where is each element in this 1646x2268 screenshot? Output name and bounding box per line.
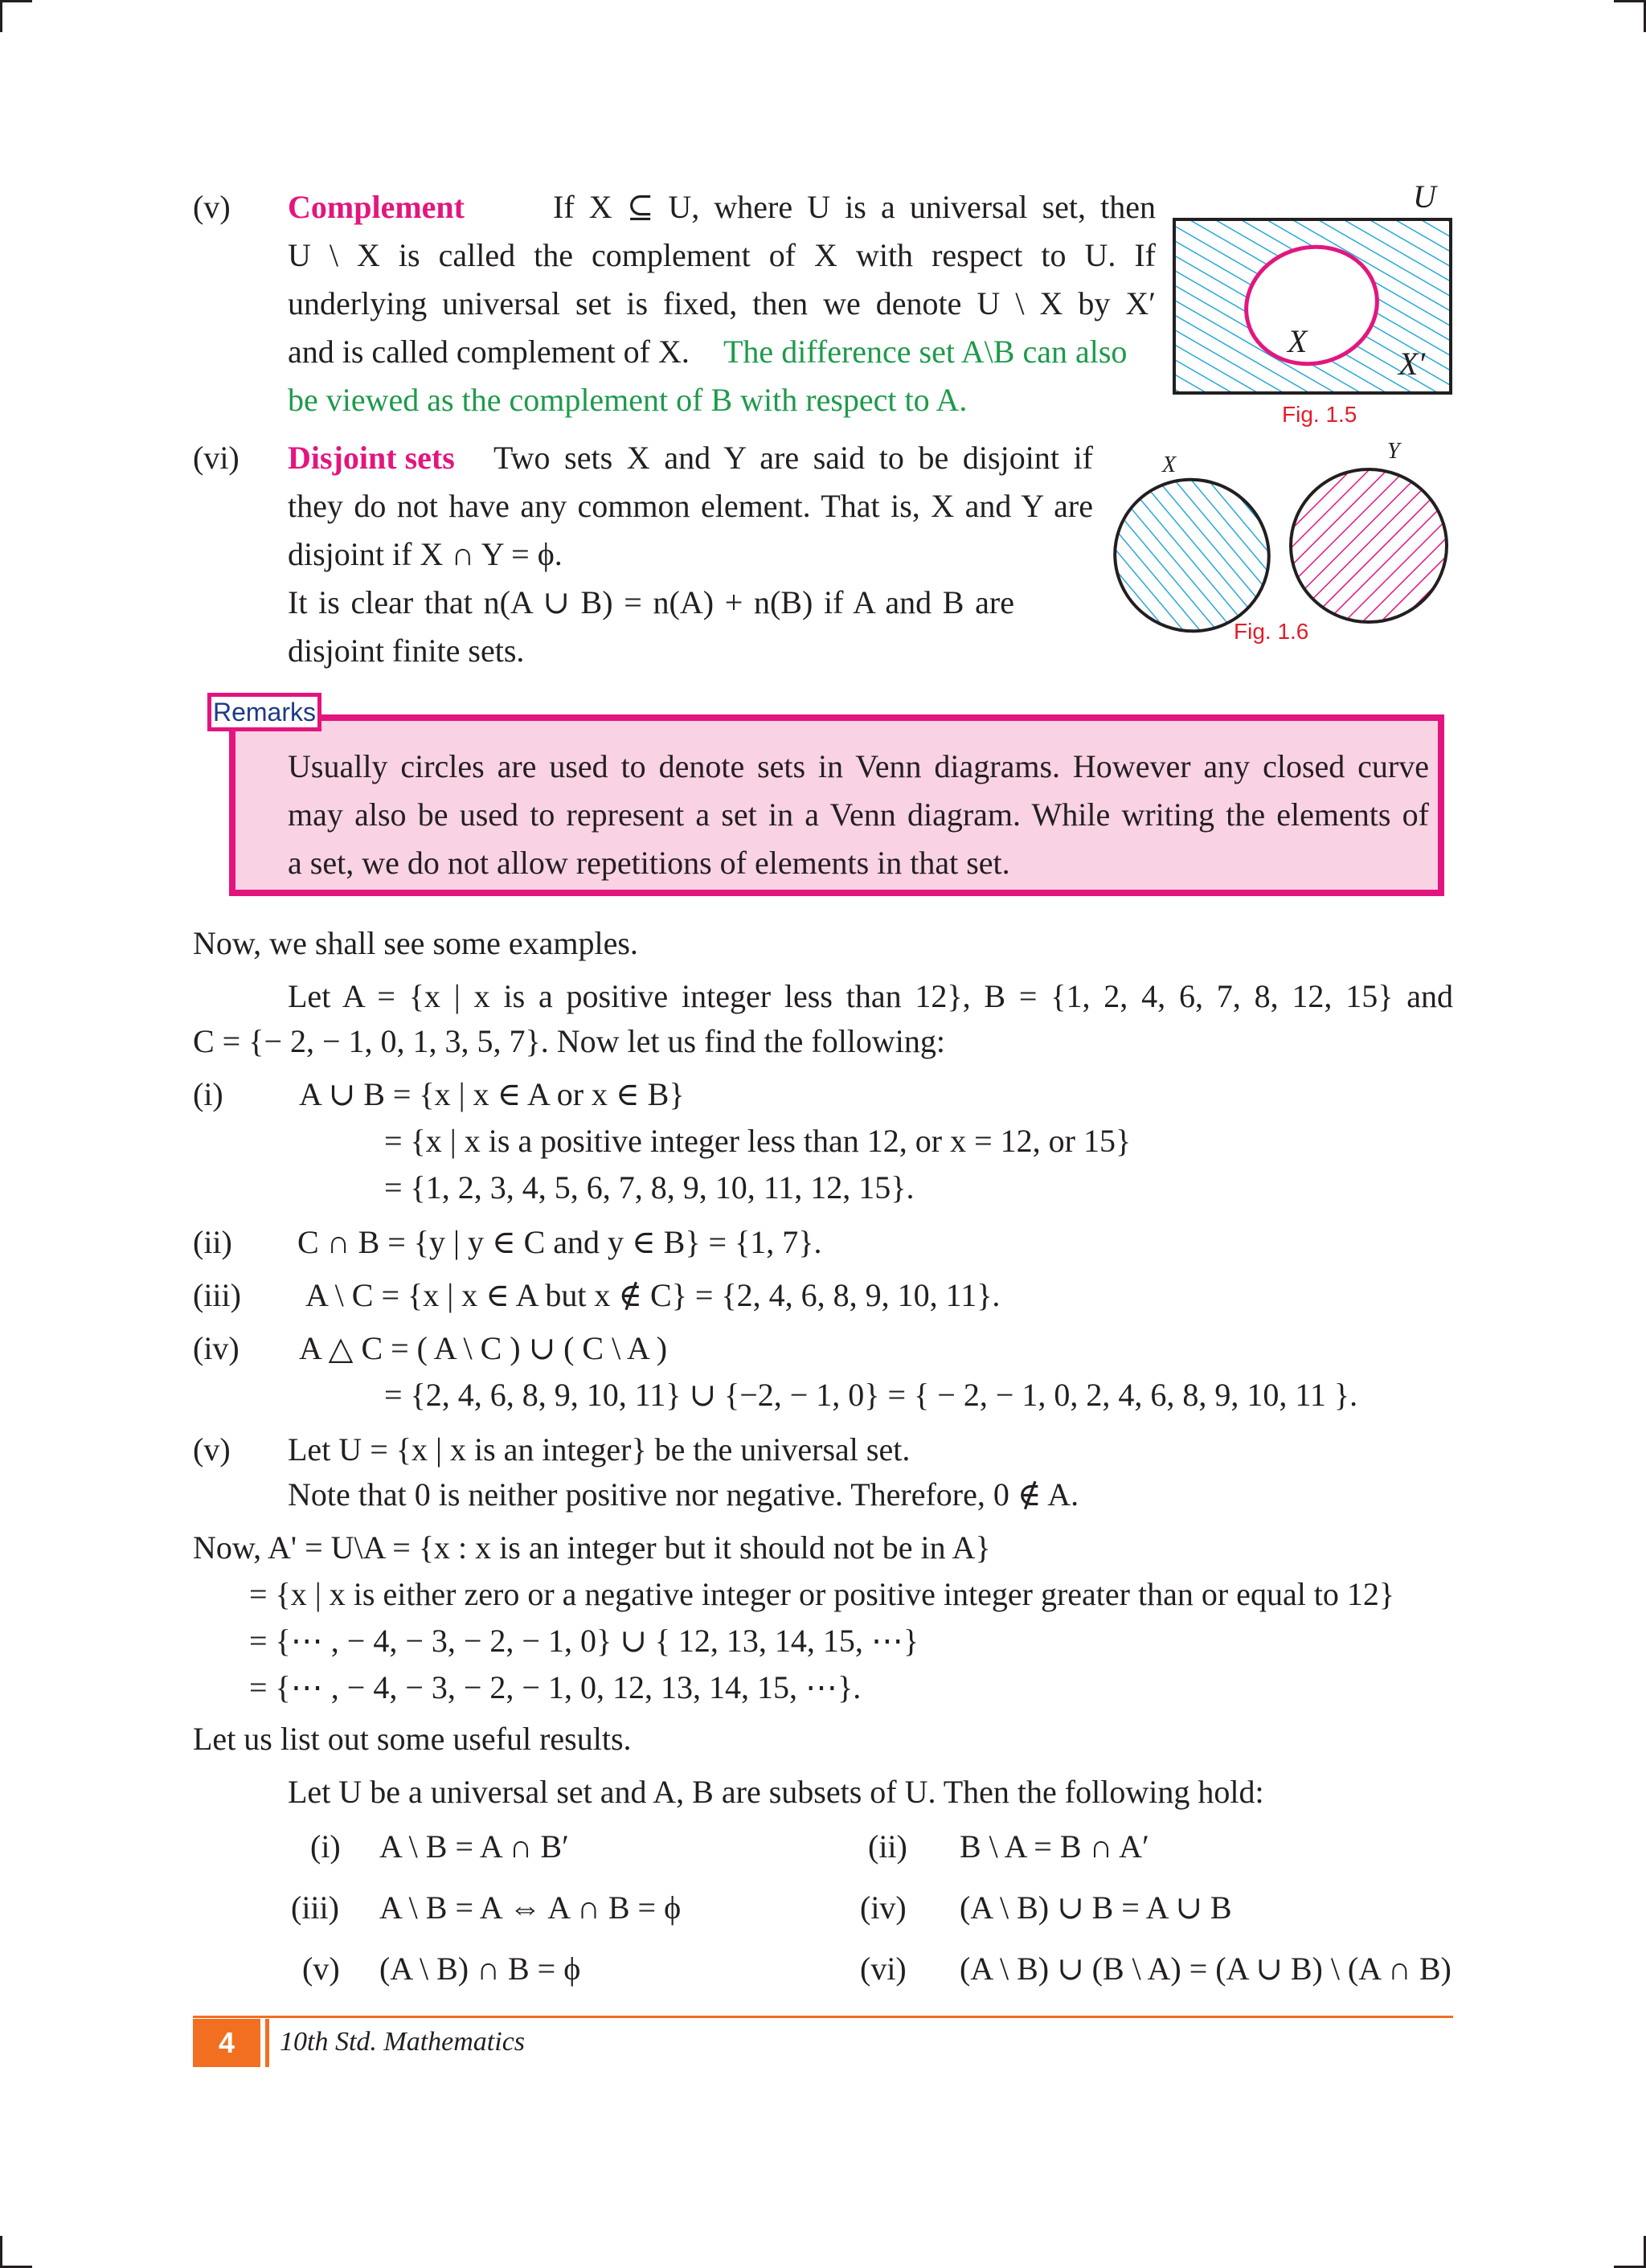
example-num-v: (v): [193, 1431, 231, 1468]
examples-c-line: C = {− 2, − 1, 0, 1, 3, 5, 7}. Now let us find the following:: [193, 1023, 946, 1059]
page-number: 4: [193, 2019, 260, 2067]
example-text-v: Let U = {x | x is an integer} be the universal set.: [288, 1431, 911, 1468]
example-text-iii: A \ C = {x | x ∈ A but x ∉ C} = {2, 4, 6, 8, 9, 10, 11}.: [305, 1277, 1001, 1313]
crop-mark-tr-h: [1614, 0, 1646, 2]
complement-green-1: The difference set A\B can also: [723, 334, 1128, 370]
result-num-iv: (iv): [860, 1889, 907, 1926]
footer-divider: [265, 2019, 269, 2067]
set-x-circle: [1109, 458, 1290, 639]
results-intro: Let us list out some useful results.: [193, 1721, 632, 1757]
example-text-iv-2: = {2, 4, 6, 8, 9, 10, 11} ∪ {−2, − 1, 0} = { − 2, − 1, 0, 2, 4, 6, 8, 9, 10, 11 }.: [384, 1377, 1358, 1413]
fig15-caption: Fig. 1.5: [1282, 402, 1357, 427]
complement-green-2: be viewed as the complement of B with respect to A.: [288, 382, 968, 418]
result-num-i: (i): [310, 1828, 341, 1865]
complement-number: (v): [193, 189, 231, 225]
complement-a-eq-2: = {⋯ , − 4, − 3, − 2, − 1, 0} ∪ { 12, 13, 14, 15, ⋯}: [249, 1623, 919, 1659]
disjoint-title: Disjoint sets: [288, 440, 455, 476]
disjoint-line-5: disjoint finite sets.: [288, 633, 525, 669]
fig15-label-xprime: X′: [1398, 346, 1426, 382]
result-num-v: (v): [302, 1951, 340, 1987]
disjoint-line-3: disjoint if X ∩ Y = ϕ.: [288, 536, 563, 572]
complement-line-3: underlying universal set is fixed, then we denote U \ X by X′: [288, 285, 1156, 321]
disjoint-number: (vi): [193, 440, 240, 476]
result-text-iii: A \ B = A ⇔ A ∩ B = ϕ: [379, 1889, 682, 1926]
footer-rule: [193, 2016, 1453, 2018]
example-num-iv: (iv): [193, 1330, 240, 1366]
example-text-ii: C ∩ B = {y | y ∈ C and y ∈ B} = {1, 7}.: [297, 1224, 822, 1260]
result-num-vi: (vi): [860, 1951, 907, 1987]
fig16-label-y: Y: [1387, 439, 1400, 464]
result-text-iv: (A \ B) ∪ B = A ∪ B: [960, 1889, 1232, 1926]
results-let-line: Let U be a universal set and A, B are subsets of U. Then the following hold:: [288, 1774, 1264, 1810]
disjoint-line-2: they do not have any common element. That is, X and Y are: [288, 488, 1093, 524]
disjoint-sets-diagram: [1109, 438, 1463, 639]
disjoint-line-1: Two sets X and Y are said to be disjoint if: [493, 440, 1093, 476]
crop-mark-tl-h: [0, 0, 32, 2]
remarks-line-1: Usually circles are used to denote sets in Venn diagrams. However any closed curve: [288, 748, 1429, 784]
venn-complement-diagram: [1165, 177, 1463, 402]
complement-a-eq-1: = {x | x is either zero or a negative integer or positive integer greater than or equal to 12}: [249, 1576, 1395, 1612]
remarks-tag: Remarks: [207, 693, 321, 731]
crop-mark-bl-v: [0, 2236, 2, 2268]
examples-let-line: Let A = {x | x is a positive integer less than 12}, B = {1, 2, 4, 6, 7, 8, 12, 15} and: [288, 978, 1453, 1014]
fig16-label-x: X: [1162, 452, 1177, 477]
example-num-iii: (iii): [193, 1277, 241, 1313]
complement-title: Complement: [288, 189, 465, 225]
set-y-circle: [1291, 469, 1447, 622]
remarks-line-2: may also be used to represent a set in a Venn diagram. While writing the elements of: [288, 796, 1429, 833]
result-text-i: A \ B = A ∩ B′: [379, 1828, 569, 1865]
complement-line-2: U \ X is called the complement of X with respect to U. If: [288, 237, 1156, 273]
fig15-label-u: U: [1413, 178, 1436, 215]
example-text-i-3: = {1, 2, 3, 4, 5, 6, 7, 8, 9, 10, 11, 12, 15}.: [384, 1169, 915, 1206]
disjoint-line-4: It is clear that n(A ∪ B) = n(A) + n(B) if A and B are: [288, 584, 1014, 620]
complement-a-line: Now, A' = U\A = {x : x is an integer but it should not be in A}: [193, 1529, 991, 1566]
example-num-ii: (ii): [193, 1224, 232, 1260]
result-text-v: (A \ B) ∩ B = ϕ: [379, 1951, 581, 1987]
complement-line-4: and is called complement of X.: [288, 334, 690, 370]
example-text-iv: A △ C = ( A \ C ) ∪ ( C \ A ): [299, 1330, 668, 1366]
complement-line-1: If X ⊆ U, where U is a universal set, then: [553, 189, 1156, 225]
fig16-caption: Fig. 1.6: [1234, 619, 1309, 644]
remarks-line-3: a set, we do not allow repetitions of elements in that set.: [288, 845, 1010, 881]
fig15-label-x: X: [1288, 323, 1308, 359]
result-text-vi: (A \ B) ∪ (B \ A) = (A ∪ B) \ (A ∩ B): [960, 1951, 1452, 1987]
example-text-v-2: Note that 0 is neither positive nor negative. Therefore, 0 ∉ A.: [288, 1476, 1079, 1513]
result-text-ii: B \ A = B ∩ A′: [960, 1828, 1149, 1865]
example-text-i: A ∪ B = {x | x ∈ A or x ∈ B}: [299, 1076, 685, 1112]
complement-a-eq-3: = {⋯ , − 4, − 3, − 2, − 1, 0, 12, 13, 14, 15, ⋯}.: [249, 1669, 862, 1705]
crop-mark-tl-v: [0, 0, 2, 32]
book-title: 10th Std. Mathematics: [280, 2027, 526, 2057]
result-num-ii: (ii): [868, 1828, 907, 1865]
example-text-i-2: = {x | x is a positive integer less than 12, or x = 12, or 15}: [384, 1123, 1132, 1159]
example-num-i: (i): [193, 1076, 223, 1112]
result-num-iii: (iii): [291, 1889, 339, 1926]
examples-intro: Now, we shall see some examples.: [193, 925, 638, 961]
